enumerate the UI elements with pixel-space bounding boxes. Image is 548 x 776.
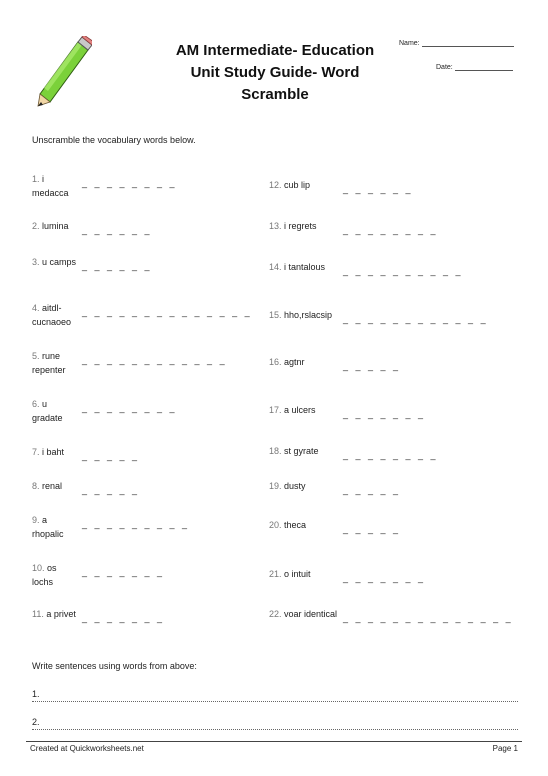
question-number: 15. [269, 310, 282, 320]
question-number: 4. [32, 303, 40, 313]
worksheet-title [160, 40, 390, 106]
scrambled-word: i medacca [32, 174, 69, 198]
answer-blanks[interactable]: _ _ _ _ _ _ _ [82, 613, 163, 623]
answer-blanks[interactable]: _ _ _ _ _ _ _ _ [82, 178, 175, 188]
question-label [269, 403, 343, 417]
instructions: Unscramble the vocabulary words below. [32, 135, 196, 145]
scrambled-word: st gyrate [284, 446, 319, 456]
scrambled-word: voar identical [284, 609, 338, 619]
question-label [32, 301, 80, 329]
question-number: 5. [32, 351, 40, 361]
scrambled-word: lumina [42, 221, 69, 231]
answer-blanks[interactable]: _ _ _ _ _ _ _ _ _ _ _ _ _ _ [343, 613, 511, 623]
page-number: Page 1 [492, 744, 518, 753]
question-number: 6. [32, 399, 40, 409]
answer-blanks[interactable]: _ _ _ _ _ [82, 451, 138, 461]
question-number: 14. [269, 262, 282, 272]
title-line-3: Scramble [241, 86, 309, 103]
scrambled-word: hho,rslacsip [284, 310, 333, 320]
answer-blanks[interactable]: _ _ _ _ _ _ _ _ _ _ [343, 266, 461, 276]
question-number: 7. [32, 447, 40, 457]
sentence-line-2[interactable] [32, 729, 518, 730]
question-number: 3. [32, 257, 40, 267]
pencil-icon [32, 36, 92, 108]
answer-blanks[interactable]: _ _ _ _ _ _ [82, 225, 150, 235]
answer-blanks[interactable]: _ _ _ _ _ _ [343, 184, 411, 194]
date-field[interactable] [436, 64, 513, 71]
question-number: 13. [269, 221, 282, 231]
answer-blanks[interactable]: _ _ _ _ _ _ _ _ [343, 450, 436, 460]
scrambled-word: aitdl-cucnaoeo [32, 303, 72, 327]
name-line[interactable] [422, 46, 514, 47]
scrambled-word: theca [284, 520, 307, 530]
question-label [32, 255, 80, 269]
question-number: 18. [269, 446, 282, 456]
question-label [32, 445, 80, 459]
scrambled-word: os lochs [32, 563, 57, 587]
answer-blanks[interactable]: _ _ _ _ _ _ _ _ _ _ _ _ [82, 355, 225, 365]
question-number: 19. [269, 481, 282, 491]
question-label [32, 479, 80, 493]
sentence-instructions: Write sentences using words from above: [32, 661, 197, 671]
question-label [32, 349, 80, 377]
scrambled-word: a privet [46, 609, 76, 619]
answer-blanks[interactable]: _ _ _ _ _ _ _ _ _ _ _ _ [343, 314, 486, 324]
question-label [32, 397, 80, 425]
question-number: 10. [32, 563, 45, 573]
scrambled-word: a ulcers [284, 405, 316, 415]
question-label [32, 607, 80, 621]
question-label [269, 567, 343, 581]
name-label: Name: [399, 40, 420, 47]
title-line-1: AM Intermediate- Education [175, 42, 375, 59]
question-label [269, 607, 343, 621]
question-label [32, 172, 80, 200]
question-label [269, 308, 343, 322]
scrambled-word: agtnr [284, 357, 305, 367]
question-number: 16. [269, 357, 282, 367]
scrambled-word: o intuit [284, 569, 311, 579]
title-line-2: Unit Study Guide- Word [190, 64, 360, 81]
scrambled-word: i tantalous [284, 262, 326, 272]
sentence-line-1[interactable] [32, 701, 518, 702]
scrambled-word: a rhopalic [32, 515, 64, 539]
question-label [269, 444, 343, 458]
date-line[interactable] [455, 70, 513, 71]
name-field[interactable] [399, 40, 514, 47]
answer-blanks[interactable]: _ _ _ _ _ [343, 524, 399, 534]
question-number: 8. [32, 481, 40, 491]
answer-blanks[interactable]: _ _ _ _ _ _ [82, 261, 150, 271]
scrambled-word: rune repenter [32, 351, 66, 375]
question-number: 1. [32, 174, 40, 184]
scrambled-word: dusty [284, 481, 306, 491]
question-label [269, 355, 343, 369]
scrambled-word: u camps [42, 257, 77, 267]
question-label [269, 260, 343, 274]
answer-blanks[interactable]: _ _ _ _ _ [82, 485, 138, 495]
answer-blanks[interactable]: _ _ _ _ _ _ _ _ _ _ _ _ _ _ [82, 307, 250, 317]
scrambled-word: i baht [42, 447, 65, 457]
question-number: 2. [32, 221, 40, 231]
sentence-number-2: 2. [32, 717, 40, 727]
scrambled-word: cub lip [284, 180, 311, 190]
answer-blanks[interactable]: _ _ _ _ _ [343, 361, 399, 371]
question-number: 21. [269, 569, 282, 579]
answer-blanks[interactable]: _ _ _ _ _ _ _ [343, 409, 424, 419]
answer-blanks[interactable]: _ _ _ _ _ _ _ _ [343, 225, 436, 235]
question-label [269, 479, 343, 493]
question-number: 12. [269, 180, 282, 190]
question-number: 9. [32, 515, 40, 525]
sentence-number-1: 1. [32, 689, 40, 699]
question-number: 20. [269, 520, 282, 530]
footer-credit: Created at Quickworksheets.net [30, 744, 144, 753]
question-label [32, 513, 80, 541]
answer-blanks[interactable]: _ _ _ _ _ _ _ _ _ [82, 519, 188, 529]
scrambled-word: u gradate [32, 399, 63, 423]
question-label [269, 219, 343, 233]
question-label [32, 561, 80, 589]
footer-divider [26, 741, 522, 742]
answer-blanks[interactable]: _ _ _ _ _ _ _ _ [82, 403, 175, 413]
question-label [269, 518, 343, 532]
question-number: 17. [269, 405, 282, 415]
scrambled-word: renal [42, 481, 63, 491]
question-label [32, 219, 80, 233]
answer-blanks[interactable]: _ _ _ _ _ _ _ [343, 573, 424, 583]
scrambled-word: i regrets [284, 221, 317, 231]
question-number: 11. [32, 609, 44, 619]
date-label: Date: [436, 64, 453, 71]
question-number: 22. [269, 609, 282, 619]
answer-blanks[interactable]: _ _ _ _ _ _ _ [82, 567, 163, 577]
answer-blanks[interactable]: _ _ _ _ _ [343, 485, 399, 495]
question-label [269, 178, 343, 192]
